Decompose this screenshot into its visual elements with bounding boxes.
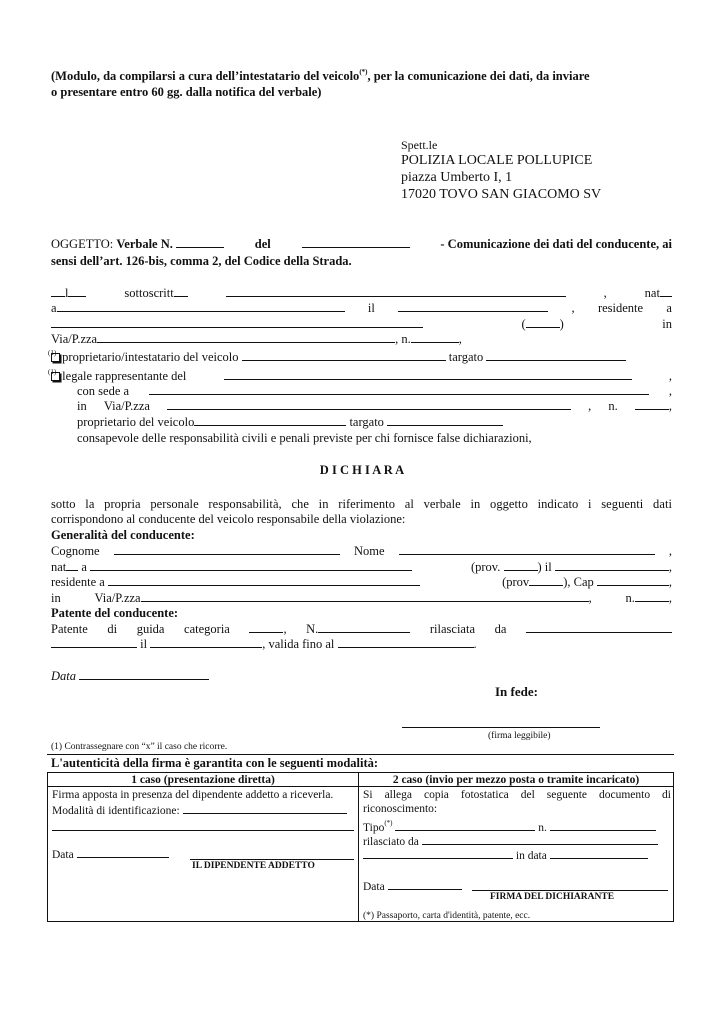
body-line2: corrispondono al conducente del veicolo responsabile della violazione: (51, 512, 406, 526)
driver-row4: in Via/P.zza , n. , (51, 591, 672, 605)
license-row2: il , valida fino al . (51, 637, 477, 652)
license-issuer-field-2[interactable] (51, 637, 137, 648)
birthplace-field[interactable] (57, 301, 345, 312)
subject-line2: sensi dell’art. 126-bis, comma 2, del Codice della Strada. (51, 254, 352, 268)
recipient-city: 17020 TOVO SAN GIACOMO SV (401, 187, 602, 202)
footnote: (1) Contrassegnare con “x” il caso che ricorre. (51, 742, 228, 752)
license-issue-date-field[interactable] (150, 637, 262, 648)
driver-row2: nat a (prov. ) il , (51, 560, 672, 574)
declarant-row4: Via/P.zza , n. , (51, 332, 462, 346)
signature-date-field[interactable] (79, 669, 209, 680)
case1-date-field[interactable] (77, 847, 169, 858)
doc-date-field[interactable] (550, 848, 648, 859)
case1-line2: Modalità di identificazione: (52, 803, 347, 817)
recipient-street: piazza Umberto I, 1 (401, 170, 513, 185)
license-heading: Patente del conducente: (51, 606, 179, 620)
declarant-name-field[interactable] (226, 286, 566, 297)
driver-address-field[interactable] (141, 591, 589, 602)
case2-line1: Si allega copia fotostatica del seguente documento di (363, 789, 671, 801)
driver-row3: residente a (prov ), Cap , (51, 575, 672, 589)
dichiara-heading: D I C H I A R A (319, 463, 405, 477)
case2-role: FIRMA DEL DICHIARANTE (490, 892, 615, 902)
case2-line2: riconoscimento: (363, 803, 438, 815)
doc-issuer-field-2[interactable] (363, 848, 513, 859)
driver-birthdate-field[interactable] (555, 560, 669, 571)
declarant-row9: proprietario del veicolo targato (77, 415, 503, 430)
vehicle-field[interactable] (242, 350, 446, 361)
declarant-row1: l sottoscritt , nat (51, 286, 672, 301)
case1-title: 1 caso (presentazione diretta) (48, 773, 358, 787)
signature-line[interactable] (402, 727, 600, 728)
company-field[interactable] (224, 369, 632, 380)
case1-date: Data (52, 847, 169, 861)
header-note-line2: o presentare entro 60 gg. dalla notifica del verbale) (51, 85, 322, 99)
signature-date: Data (51, 669, 209, 684)
doc-number-field[interactable] (550, 820, 656, 831)
license-category-field[interactable] (249, 622, 283, 633)
birthdate-field[interactable] (398, 301, 548, 312)
license-number-field[interactable] (318, 622, 410, 633)
auth-heading: L'autenticità della firma è garantita con le seguenti modalità: (51, 756, 379, 770)
case2-date: Data (363, 879, 462, 893)
identification-line-2[interactable] (52, 830, 354, 831)
body-line1: sotto la propria personale responsabilità, che in riferimento al verbale in oggetto indicato i seguenti dati (51, 497, 672, 511)
header-note-line1: (Modulo, da compilarsi a cura dell’intestatario del veicolo(*), per la comunicazione dei dati, da inviare (51, 68, 590, 83)
case2-signature-line[interactable] (472, 890, 668, 891)
driver-res-prov-field[interactable] (529, 575, 563, 586)
company-city-field[interactable] (149, 384, 649, 395)
verbale-number-field[interactable] (176, 237, 224, 248)
address-number-field[interactable] (411, 332, 459, 343)
auth-table (47, 772, 674, 922)
declarant-row5: $^{(1)}$ proprietario/intestatario del veicolo targato (51, 349, 626, 365)
subject-line1: OGGETTO: Verbale N. del - Comunicazione dei dati del conducente, ai (51, 237, 672, 251)
company-address-field[interactable] (167, 399, 571, 410)
declarant-row6: $^{(1)}$ legale rappresentante del , (48, 368, 672, 383)
doc-type-field[interactable] (395, 820, 535, 831)
residence-prov-field[interactable] (526, 317, 560, 328)
driver-birthplace-field[interactable] (90, 560, 412, 571)
license-expiry-field[interactable] (338, 637, 474, 648)
verbale-date-field[interactable] (302, 237, 410, 248)
address-field[interactable] (97, 332, 395, 343)
driver-number-field[interactable] (635, 591, 669, 602)
declarant-aware: consapevole delle responsabilità civili e penali previste per chi fornisce false dichiarazioni, (77, 431, 532, 445)
license-row1: Patente di guida categoria , N. rilasciata da (51, 622, 672, 637)
driver-cap-field[interactable] (597, 575, 669, 586)
declarant-row2: a il , residente a (51, 301, 672, 315)
company-number-field[interactable] (635, 399, 669, 410)
company-plate-field[interactable] (387, 415, 503, 426)
plate-field[interactable] (486, 350, 626, 361)
case2-date-field[interactable] (388, 879, 462, 890)
case1-role: IL DIPENDENTE ADDETTO (192, 861, 315, 871)
recipient-name: POLIZIA LOCALE POLLUPICE (401, 153, 593, 168)
signature-caption: (firma leggibile) (488, 731, 551, 741)
driver-row1: Cognome Nome , (51, 544, 672, 558)
case2-tipo: Tipo(*) n. (363, 819, 656, 834)
case2-note: (*) Passaporto, carta d'identità, patente, ecc. (363, 911, 531, 921)
case2-rilasciato: rilasciato da (363, 834, 658, 848)
auth-rule-top (47, 754, 674, 755)
driver-heading: Generalità del conducente: (51, 528, 195, 542)
license-issuer-field[interactable] (526, 622, 672, 633)
case1-signature-line[interactable] (190, 859, 354, 860)
doc-issuer-field[interactable] (422, 834, 658, 845)
company-vehicle-field[interactable] (194, 415, 346, 426)
driver-surname-field[interactable] (114, 544, 340, 555)
case2-title: 2 caso (invio per mezzo posta o tramite incaricato) (359, 773, 673, 787)
residence-field[interactable] (51, 317, 423, 328)
case1-line1: Firma apposta in presenza del dipendente addetto a riceverla. (52, 789, 334, 801)
driver-residence-field[interactable] (108, 575, 420, 586)
identification-field[interactable] (183, 803, 347, 814)
driver-birth-prov-field[interactable] (504, 560, 538, 571)
declarant-row7: con sede a , (77, 384, 672, 398)
case2-in-data: in data (363, 848, 648, 862)
declarant-row8: in Via/P.zza , n. , (77, 399, 672, 413)
in-fede: In fede: (495, 684, 538, 699)
recipient-salutation: Spett.le (401, 138, 438, 152)
declarant-row3: ( ) in (51, 317, 672, 332)
driver-firstname-field[interactable] (399, 544, 655, 555)
